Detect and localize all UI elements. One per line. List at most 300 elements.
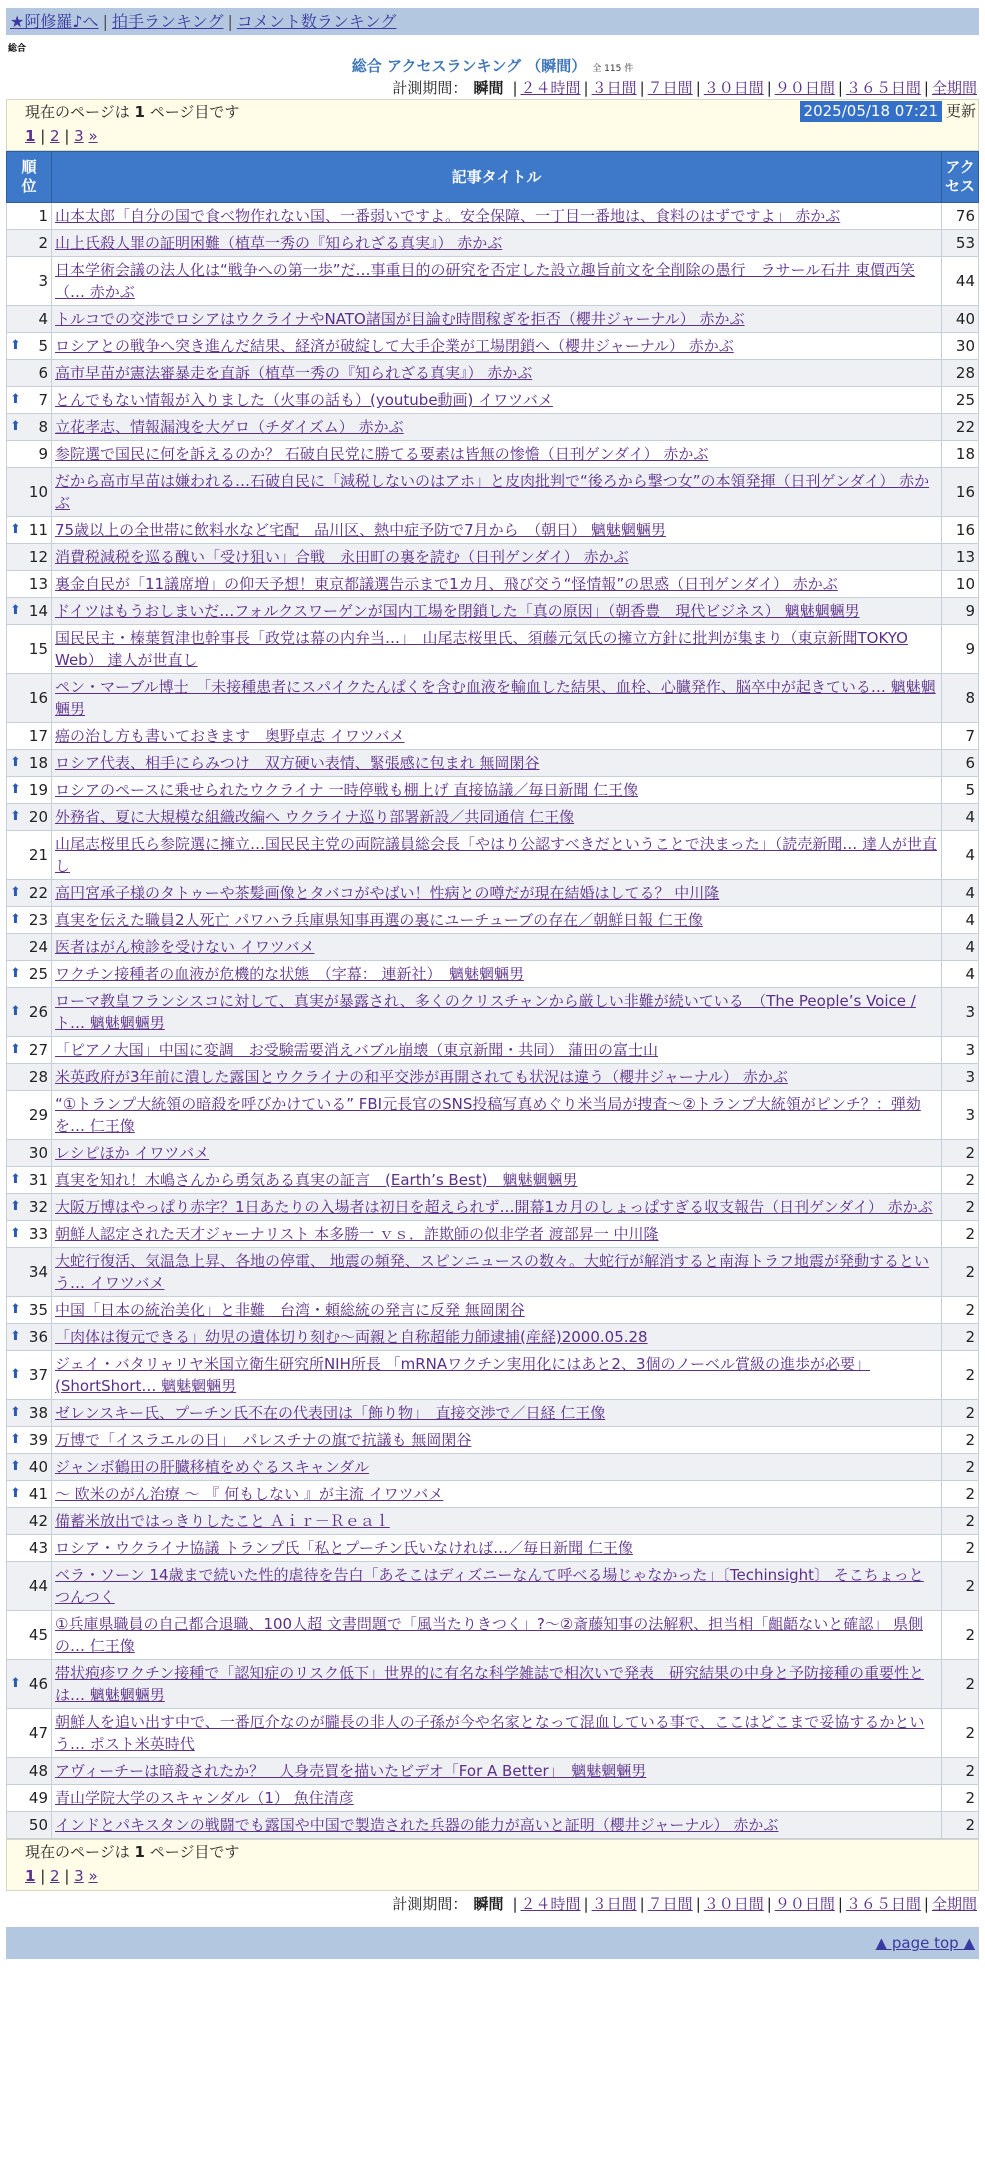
current-page-text: 現在のページは 1 ページ目です	[25, 103, 240, 121]
access-count: 2	[942, 1481, 979, 1508]
period-links	[509, 79, 977, 97]
up-arrow-icon: ⬆	[10, 522, 21, 537]
top-navigation	[6, 8, 979, 35]
article-link[interactable]: とんでもない情報が入りました（火事の話も）(youtube動画) イワツバメ	[55, 391, 553, 409]
access-count: 10	[942, 571, 979, 598]
article-link[interactable]: 消費税減税を巡る醜い「受け狙い」合戦 永田町の裏を読む（日刊ゲンダイ） 赤かぶ	[55, 548, 629, 566]
table-row	[7, 934, 979, 961]
article-link[interactable]: ロシアのペースに乗せられたウクライナ 一時停戦も棚上げ 直接協議／毎日新聞 仁王像	[55, 781, 639, 799]
rank-cell	[7, 468, 52, 517]
rank-cell	[7, 1454, 52, 1481]
article-link[interactable]: トルコでの交渉でロシアはウクライナやNATO諸国が目論む時間稼ぎを拒否（櫻井ジャーナル） 赤かぶ	[55, 310, 745, 328]
access-count: 2	[942, 1248, 979, 1297]
rank-cell	[7, 1535, 52, 1562]
article-link[interactable]: ジャンボ鶴田の肝臓移植をめぐるスキャンダル	[55, 1458, 370, 1476]
article-link[interactable]: 立花孝志、情報漏洩を大ゲロ（チダイズム） 赤かぶ	[55, 418, 404, 436]
table-row	[7, 1351, 979, 1400]
current-page-text: 現在のページは 1 ページ目です	[25, 1843, 240, 1861]
table-row	[7, 544, 979, 571]
up-arrow-icon: ⬆	[10, 966, 21, 981]
title-cell	[52, 387, 942, 414]
access-count: 2	[942, 1758, 979, 1785]
article-link[interactable]: ワクチン接種者の血液が危機的な状態 （字幕： 連新社） 魑魅魍魎男	[55, 965, 525, 983]
table-row	[7, 1427, 979, 1454]
home-link[interactable]: ★阿修羅♪へ	[10, 12, 99, 31]
access-count: 5	[942, 777, 979, 804]
ranking-rows	[7, 203, 979, 1839]
rank-cell	[7, 1091, 52, 1140]
title-cell	[52, 203, 942, 230]
pagination-top	[6, 99, 979, 151]
article-link[interactable]: 75歳以上の全世帯に飲料水など宅配 品川区、熱中症予防で7月から （朝日） 魑魅魍魎男	[55, 521, 666, 539]
article-link[interactable]: インドとパキスタンの戦闘でも露国や中国で製造された兵器の能力が高いと証明（櫻井ジャーナル） 赤かぶ	[55, 1816, 779, 1834]
table-row	[7, 1221, 979, 1248]
rank-number: 42	[28, 1512, 48, 1530]
page-links	[25, 124, 978, 148]
access-count: 2	[942, 1221, 979, 1248]
article-link[interactable]: ロシア・ウクライナ協議 トランプ氏「私とプーチン氏いなければ…／毎日新聞 仁王像	[55, 1539, 633, 1557]
rank-cell	[7, 1562, 52, 1611]
title-cell	[52, 1221, 942, 1248]
access-count: 2	[942, 1324, 979, 1351]
rank-number: 13	[28, 575, 48, 593]
article-link[interactable]: 医者はがん検診を受けない イワツバメ	[55, 938, 315, 956]
period-separator: |	[837, 1895, 843, 1913]
period-selector-top	[6, 77, 979, 99]
period-separator: |	[695, 79, 701, 97]
page-link-2[interactable]: 2	[50, 127, 60, 145]
title-cell	[52, 517, 942, 544]
table-row	[7, 1758, 979, 1785]
table-row	[7, 306, 979, 333]
access-count: 16	[942, 517, 979, 544]
section-label: 総合	[8, 44, 27, 54]
access-count: 4	[942, 804, 979, 831]
table-row	[7, 414, 979, 441]
rank-cell	[7, 257, 52, 306]
rank-cell	[7, 571, 52, 598]
rank-cell	[7, 777, 52, 804]
title-cell	[52, 1351, 942, 1400]
table-row	[7, 1611, 979, 1660]
rank-cell	[7, 880, 52, 907]
article-link[interactable]: “①トランプ大統領の暗殺を呼びかけている” FBI元長官のSNS投稿写真めぐり米当局が捜査〜②トランプ大統領がピンチ？：弾劾を… 仁王像	[55, 1095, 921, 1135]
rank-cell	[7, 414, 52, 441]
ranking-table	[6, 151, 979, 1839]
article-link[interactable]: 〜 欧米のがん治療 〜 『 何もしない 』が主流 イワツバメ	[55, 1485, 444, 1503]
title-cell	[52, 1297, 942, 1324]
title-cell	[52, 1167, 942, 1194]
article-link[interactable]: 参院選で国民に何を訴えるのか？ 石破自民党に勝てる要素は皆無の惨憺（日刊ゲンダイ） 赤かぶ	[55, 445, 709, 463]
period-selector-bottom	[6, 1893, 979, 1915]
table-row	[7, 1324, 979, 1351]
rank-cell	[7, 961, 52, 988]
table-row	[7, 674, 979, 723]
article-link[interactable]: 真実を伝えた職員2人死亡 パワハラ兵庫県知事再選の裏にユーチューブの存在／朝鮮日報 仁王像	[55, 911, 703, 929]
period-option-link[interactable]: ３６５日間	[845, 79, 921, 97]
period-links	[509, 1895, 977, 1913]
table-row	[7, 1812, 979, 1839]
table-row	[7, 1535, 979, 1562]
period-option-link[interactable]: ９０日間	[774, 79, 835, 97]
access-count: 2	[942, 1508, 979, 1535]
article-link[interactable]: ①兵庫県職員の自己都合退職、100人超 文書問題で「風当たりきつく」?〜②斎藤知事の法解釈、担当相「齟齬ないと確認」 県側の… 仁王像	[55, 1615, 924, 1655]
period-option-link[interactable]: ２４時間	[520, 1895, 581, 1913]
table-row	[7, 203, 979, 230]
rank-cell	[7, 750, 52, 777]
period-option-link[interactable]: ７日間	[647, 1895, 693, 1913]
article-link[interactable]: 青山学院大学のスキャンダル（1） 魚住清彦	[55, 1789, 354, 1807]
access-count: 2	[942, 1660, 979, 1709]
period-option-link[interactable]: ９０日間	[774, 1895, 835, 1913]
period-separator: |	[512, 1895, 518, 1913]
table-row	[7, 750, 979, 777]
access-count: 16	[942, 468, 979, 517]
rank-number: 34	[28, 1263, 48, 1281]
article-link[interactable]: 大阪万博はやっぱり赤字？1日あたりの入場者は初日を超えられず…開幕1カ月のしょっぱすぎる収支報告（日刊ゲンダイ） 赤かぶ	[55, 1198, 933, 1216]
article-link[interactable]: だから高市早苗は嫌われる…石破自民に「減税しないのはアホ」と皮肉批判で“後ろから撃つ女”の本領発揮（日刊ゲンダイ） 赤かぶ	[55, 472, 930, 512]
rank-cell	[7, 674, 52, 723]
access-count: 25	[942, 387, 979, 414]
refresh-label: 更新	[945, 102, 976, 120]
up-arrow-icon: ⬆	[10, 1042, 21, 1057]
rank-number: 36	[28, 1328, 48, 1346]
period-separator: |	[695, 1895, 701, 1913]
title-cell	[52, 625, 942, 674]
rank-number: 20	[28, 808, 48, 826]
article-link[interactable]: ゼレンスキー氏、プーチン氏不在の代表団は「飾り物」 直接交渉で／日経 仁王像	[55, 1404, 606, 1422]
period-separator: |	[583, 79, 589, 97]
period-separator: |	[766, 1895, 772, 1913]
up-arrow-icon: ⬆	[10, 603, 21, 618]
rank-cell	[7, 625, 52, 674]
rank-cell	[7, 1167, 52, 1194]
rank-cell	[7, 1221, 52, 1248]
article-link[interactable]: 米英政府が3年前に潰した露国とウクライナの和平交渉が再開されても状況は違う（櫻井ジャーナル） 赤かぶ	[55, 1068, 788, 1086]
article-link[interactable]: 高市早苗が憲法審暴走を直訴（植草一秀の『知られざる真実』） 赤かぶ	[55, 364, 533, 382]
period-option-link[interactable]: ３日間	[591, 1895, 637, 1913]
article-link[interactable]: 朝鮮人を追い出す中で、一番厄介なのが朧長の非人の子孫が今や名家となって混血している事で、ここはどこまで妥協するかという… ポスト米英時代	[55, 1713, 925, 1753]
title-cell	[52, 961, 942, 988]
article-link[interactable]: 朝鮮人認定された天才ジャーナリスト 本多勝一 ｖｓ．詐欺師の似非学者 渡部昇一 中川隆	[55, 1225, 659, 1243]
page-link-1[interactable]: 1	[25, 1867, 36, 1885]
current-page-number: 1	[134, 103, 145, 121]
up-arrow-icon: ⬆	[10, 1302, 21, 1317]
rank-cell	[7, 1400, 52, 1427]
current-page-number: 1	[134, 1843, 145, 1861]
rank-cell	[7, 907, 52, 934]
up-arrow-icon: ⬆	[10, 782, 21, 797]
rank-number: 1	[38, 207, 48, 225]
article-link[interactable]: 真実を知れ！木嶋さんから勇気ある真実の証言 (Earth’s Best) 魑魅魍魎男	[55, 1171, 578, 1189]
table-row	[7, 468, 979, 517]
table-row	[7, 831, 979, 880]
period-option-link[interactable]: ３６５日間	[845, 1895, 921, 1913]
title-cell	[52, 1709, 942, 1758]
rank-cell	[7, 804, 52, 831]
table-row	[7, 1064, 979, 1091]
article-link[interactable]: 国民民主・榛葉賀津也幹事長「政党は幕の内弁当…」 山尾志桜里氏、須藤元気氏の擁立方針に批判が集まり（東京新聞TOKYO Web） 達人が世直し	[55, 629, 908, 669]
article-link[interactable]: ベラ・ソーン 14歳まで続いた性的虐待を告白「あそこはディズニーなんて呼べる場じゃなかった」〔Techinsight〕 そこちょっとつんつく	[55, 1566, 924, 1606]
period-separator: |	[583, 1895, 589, 1913]
rank-cell	[7, 230, 52, 257]
rank-number: 11	[28, 521, 48, 539]
table-row	[7, 571, 979, 598]
title-cell	[52, 1562, 942, 1611]
header-access: アク セス	[942, 152, 979, 203]
header-title: 記事タイトル	[52, 152, 942, 203]
article-link[interactable]: 「肉体は復元できる」幼児の遺体切り刻む〜両親と自称超能力師逮捕(産経)2000.05.28	[55, 1328, 648, 1346]
article-link[interactable]: 大蛇行復活、気温急上昇、各地の停電、 地震の頻発、スピンニュースの数々。大蛇行が解消すると南海トラフ地震が発動するという… イワツバメ	[55, 1252, 930, 1292]
article-link[interactable]: アヴィーチーは暗殺されたか？ 人身売買を描いたビデオ「For A Better」 魑魅魍魎男	[55, 1762, 647, 1780]
rank-number: 37	[28, 1366, 48, 1384]
rank-cell	[7, 1758, 52, 1785]
rank-number: 8	[38, 418, 48, 436]
period-separator: |	[766, 79, 772, 97]
up-arrow-icon: ⬆	[10, 1405, 21, 1420]
article-link[interactable]: 帯状疱疹ワクチン接種で「認知症のリスク低下」世界的に有名な科学雑誌で相次いで発表 研究結果の中身と予防接種の重要性とは… 魑魅魍魎男	[55, 1664, 924, 1704]
access-count: 18	[942, 441, 979, 468]
table-row	[7, 1400, 979, 1427]
table-row	[7, 1454, 979, 1481]
access-count: 2	[942, 1140, 979, 1167]
rank-number: 50	[28, 1816, 48, 1834]
rank-cell	[7, 203, 52, 230]
rank-cell	[7, 306, 52, 333]
title-cell	[52, 1535, 942, 1562]
next-page-link[interactable]: »	[88, 1867, 98, 1885]
article-link[interactable]: 高円宮承子様のタトゥーや茶髪画像とタバコがやばい！性病との噂だが現在結婚はしてる？ 中川隆	[55, 884, 720, 902]
rank-number: 25	[28, 965, 48, 983]
rank-number: 26	[28, 1003, 48, 1021]
table-row	[7, 1167, 979, 1194]
rank-number: 5	[38, 337, 48, 355]
table-row	[7, 257, 979, 306]
page-top-link[interactable]: ▲ page top ▲	[875, 1934, 975, 1952]
table-row	[7, 625, 979, 674]
period-option-link[interactable]: ３０日間	[703, 79, 764, 97]
article-link[interactable]: ジェイ・バタリャリヤ米国立衛生研究所NIH所長 「mRNAワクチン実用化にはあと2、3個のノーベル賞級の進歩が必要」(ShortShort… 魑魅魍魎男	[55, 1355, 871, 1395]
article-link[interactable]: ロシアとの戦争へ突き進んだ結果、経済が破綻して大手企業が工場閉鎖へ（櫻井ジャーナル） 赤かぶ	[55, 337, 734, 355]
page-title	[6, 55, 979, 77]
article-link[interactable]: 日本学術会議の法人化は“戦争への第一歩”だ…事重目的の研究を否定した設立趣旨前文を全削除の愚行 ラサール石井 東價西笑（… 赤かぶ	[55, 261, 916, 301]
article-link[interactable]: 癌の治し方も書いておきます 奥野卓志 イワツバメ	[55, 727, 405, 745]
total-count: 全 115 件	[592, 64, 634, 74]
access-count: 9	[942, 598, 979, 625]
article-link[interactable]: 山尾志桜里氏ら参院選に擁立…国民民主党の両院議員総会長「やはり公認すべきだということで決まった」（読売新聞… 達人が世直し	[55, 835, 937, 875]
rank-cell	[7, 1611, 52, 1660]
table-row	[7, 1248, 979, 1297]
title-cell	[52, 988, 942, 1037]
title-cell	[52, 674, 942, 723]
rank-number: 19	[28, 781, 48, 799]
table-row	[7, 1091, 979, 1140]
article-link[interactable]: ローマ教皇フランシスコに対して、真実が暴露され、多くのクリスチャンから厳しい非難が続いている （The People’s Voice / ト… 魑魅魍魎男	[55, 992, 916, 1032]
table-row	[7, 230, 979, 257]
access-count: 4	[942, 831, 979, 880]
table-row	[7, 988, 979, 1037]
rank-cell	[7, 988, 52, 1037]
table-row	[7, 1785, 979, 1812]
period-label: 計測期間：	[392, 1895, 468, 1913]
article-link[interactable]: 外務省、夏に大規模な組織改編へ ウクライナ巡り部署新設／共同通信 仁王像	[55, 808, 575, 826]
next-page-link[interactable]: »	[88, 127, 98, 145]
title-cell	[52, 1481, 942, 1508]
rank-cell	[7, 1194, 52, 1221]
access-count: 28	[942, 360, 979, 387]
table-row	[7, 777, 979, 804]
title-cell	[52, 1660, 942, 1709]
rank-number: 39	[28, 1431, 48, 1449]
page-link-3[interactable]: 3	[74, 127, 84, 145]
rank-cell	[7, 441, 52, 468]
access-count: 2	[942, 1167, 979, 1194]
rank-number: 32	[28, 1198, 48, 1216]
access-count: 13	[942, 544, 979, 571]
rank-number: 31	[28, 1171, 48, 1189]
up-arrow-icon: ⬆	[10, 1199, 21, 1214]
table-row	[7, 360, 979, 387]
access-count: 3	[942, 1037, 979, 1064]
rank-number: 43	[28, 1539, 48, 1557]
access-count: 53	[942, 230, 979, 257]
page-separator: |	[59, 127, 75, 145]
access-count: 2	[942, 1454, 979, 1481]
page-link-3[interactable]: 3	[74, 1867, 84, 1885]
title-cell	[52, 598, 942, 625]
page-separator: |	[35, 127, 51, 145]
article-link[interactable]: ドイツはもうおしまいだ…フォルクスワーゲンが国内工場を閉鎖した「真の原因」（朝香豊 現代ビジネス） 魑魅魍魎男	[55, 602, 860, 620]
rank-cell	[7, 1351, 52, 1400]
table-row	[7, 961, 979, 988]
access-count: 22	[942, 414, 979, 441]
period-option-link[interactable]: 全期間	[931, 79, 977, 97]
rank-cell	[7, 1297, 52, 1324]
table-row	[7, 1140, 979, 1167]
table-row	[7, 880, 979, 907]
title-cell	[52, 306, 942, 333]
table-row	[7, 1037, 979, 1064]
nav-separator: |	[102, 12, 108, 31]
title-cell	[52, 1140, 942, 1167]
title-cell	[52, 723, 942, 750]
title-cell	[52, 1037, 942, 1064]
period-option-link[interactable]: ３０日間	[703, 1895, 764, 1913]
access-count: 44	[942, 257, 979, 306]
rank-number: 22	[28, 884, 48, 902]
table-row	[7, 907, 979, 934]
rank-number: 14	[28, 602, 48, 620]
period-current: 瞬間	[473, 1895, 504, 1913]
article-link[interactable]: 中国「日本の統治美化」と非難 台湾・頼総統の発言に反発 無岡閑谷	[55, 1301, 525, 1319]
title-cell	[52, 1812, 942, 1839]
rank-cell	[7, 1140, 52, 1167]
rank-cell	[7, 1660, 52, 1709]
table-row	[7, 1709, 979, 1758]
article-link[interactable]: 裏金自民が「11議席増」の仰天予想！東京都議選告示まで1カ月、飛び交う“怪情報”の思惑（日刊ゲンダイ） 赤かぶ	[55, 575, 838, 593]
up-arrow-icon: ⬆	[10, 338, 21, 353]
rank-cell	[7, 517, 52, 544]
access-count: 4	[942, 934, 979, 961]
article-link[interactable]: レシピほか イワツバメ	[55, 1144, 210, 1162]
rank-number: 23	[28, 911, 48, 929]
rank-cell	[7, 1248, 52, 1297]
up-arrow-icon: ⬆	[10, 1676, 21, 1691]
table-row	[7, 1660, 979, 1709]
table-row	[7, 723, 979, 750]
period-option-link[interactable]: 全期間	[931, 1895, 977, 1913]
title-cell	[52, 1248, 942, 1297]
rank-number: 7	[38, 391, 48, 409]
article-link[interactable]: ペン・マーブル博士 「未接種患者にスパイクたんぱくを含む血液を輸血した結果、血栓、心臓発作、脳卒中が起きている… 魑魅魍魎男	[55, 678, 936, 718]
access-count: 4	[942, 907, 979, 934]
title-cell	[52, 1785, 942, 1812]
rank-number: 28	[28, 1068, 48, 1086]
up-arrow-icon: ⬆	[10, 1367, 21, 1382]
up-arrow-icon: ⬆	[10, 1329, 21, 1344]
access-count: 3	[942, 1091, 979, 1140]
rank-cell	[7, 1324, 52, 1351]
period-separator: |	[837, 79, 843, 97]
title-cell	[52, 360, 942, 387]
page-separator: |	[35, 1867, 51, 1885]
table-row	[7, 333, 979, 360]
page-separator: |	[59, 1867, 75, 1885]
rank-number: 47	[28, 1724, 48, 1742]
access-count: 2	[942, 1535, 979, 1562]
access-count: 2	[942, 1194, 979, 1221]
access-count: 3	[942, 988, 979, 1037]
comment-ranking-link[interactable]: コメント数ランキング	[236, 12, 397, 31]
article-link[interactable]: 山本太郎「自分の国で食べ物作れない国、一番弱いですよ。安全保障、一丁目一番地は、食料のはずですよ」 赤かぶ	[55, 207, 841, 225]
rank-cell	[7, 831, 52, 880]
period-current: 瞬間	[473, 79, 504, 97]
up-arrow-icon: ⬆	[10, 1226, 21, 1241]
access-count: 3	[942, 1064, 979, 1091]
page-link-1[interactable]: 1	[25, 127, 36, 145]
rank-number: 40	[28, 1458, 48, 1476]
up-arrow-icon: ⬆	[10, 392, 21, 407]
access-count: 6	[942, 750, 979, 777]
period-option-link[interactable]: ２４時間	[520, 79, 581, 97]
rank-cell	[7, 333, 52, 360]
article-link[interactable]: 山上氏殺人罪の証明困難（植草一秀の『知られざる真実』） 赤かぶ	[55, 234, 503, 252]
period-option-link[interactable]: ７日間	[647, 79, 693, 97]
clap-ranking-link[interactable]: 拍手ランキング	[111, 12, 224, 31]
title-cell	[52, 1091, 942, 1140]
article-link[interactable]: 「ピアノ大国」中国に変調 お受験需要消えバブル崩壊（東京新聞・共同） 蒲田の富士山	[55, 1041, 658, 1059]
period-option-link[interactable]: ３日間	[591, 79, 637, 97]
timestamp: 2025/05/18 07:21	[800, 101, 942, 122]
article-link[interactable]: ロシア代表、相手にらみつけ 双方硬い表情、緊張感に包まれ 無岡閑谷	[55, 754, 540, 772]
rank-cell	[7, 544, 52, 571]
rank-number: 2	[38, 234, 48, 252]
access-count: 2	[942, 1709, 979, 1758]
table-row	[7, 387, 979, 414]
article-link[interactable]: 備蓄米放出ではっきりしたこと Ａｉｒ－Ｒｅａｌ	[55, 1512, 390, 1530]
rank-number: 30	[28, 1144, 48, 1162]
rank-cell	[7, 1481, 52, 1508]
title-cell	[52, 1324, 942, 1351]
title-cell	[52, 571, 942, 598]
ranking-title: 総合 アクセスランキング （瞬間）	[351, 57, 587, 75]
rank-number: 18	[28, 754, 48, 772]
article-link[interactable]: 万博で「イスラエルの日」 パレスチナの旗で抗議も 無岡閑谷	[55, 1431, 472, 1449]
rank-cell	[7, 387, 52, 414]
page-link-2[interactable]: 2	[50, 1867, 60, 1885]
title-cell	[52, 804, 942, 831]
rank-cell	[7, 1037, 52, 1064]
